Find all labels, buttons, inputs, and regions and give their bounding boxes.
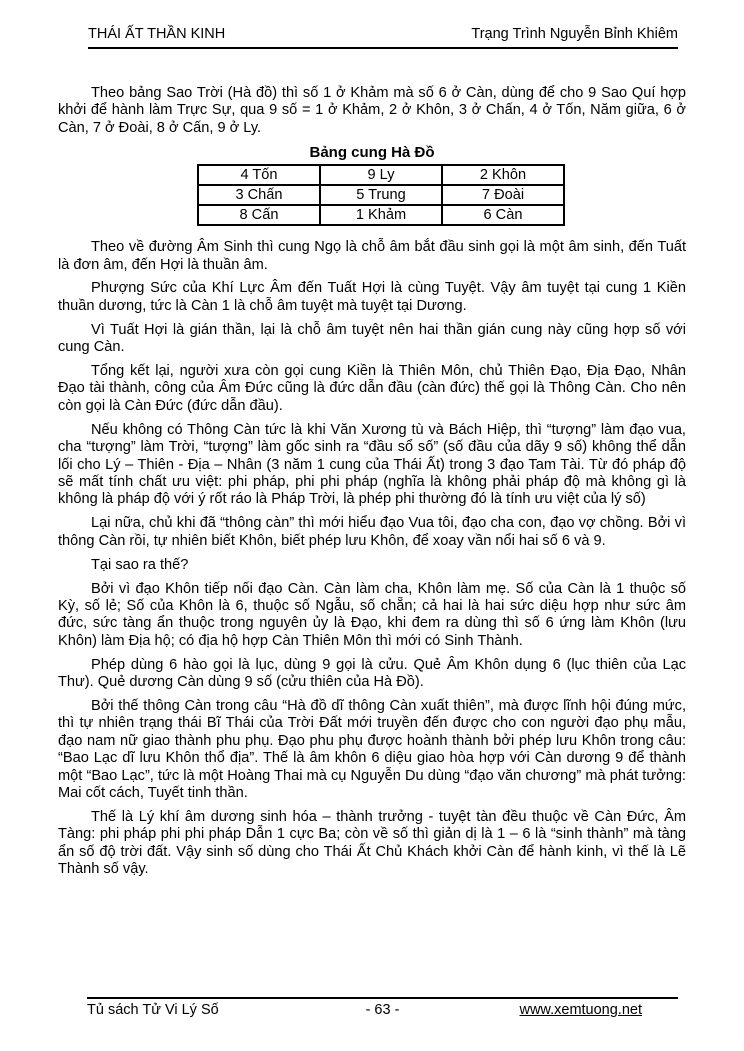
table-cell: 6 Càn — [442, 205, 564, 225]
body-paragraph: Bởi vì đạo Khôn tiếp nối đạo Càn. Càn làm cha, Khôn làm mẹ. Số của Càn là 1 thuộc số Kỳ, số lẻ; Số của Khôn là 6, thuộc số Ngẫu, số chẵn; cả hai là hai sức diệu hợp như sức âm đức, sức tàng ẩn thuộc trong nguyên ủy là Đạo, khi đem ra dùng thì số 6 ứng làm Khôn (lưu Khôn) làm Địa hộ; có địa hộ hợp Càn Thiên Môn thì mới có Sinh Thành. — [58, 580, 686, 649]
page-body — [58, 85, 686, 885]
table-title: Bảng cung Hà Đồ — [309, 143, 435, 161]
table-cell: 7 Đoài — [442, 185, 564, 205]
body-paragraph: Theo bảng Sao Trời (Hà đồ) thì số 1 ở Khảm mà số 6 ở Càn, dùng để cho 9 Sao Quí hợp khởi để hành làm Trực Sự, qua 9 số = 1 ở Khảm, 2 ở Khôn, 3 ở Chấn, 4 ở Tốn, Năm giữa, 6 ở Càn, 7 ở Đoài, 8 ở Cấn, 9 ở Ly. — [58, 85, 686, 136]
table-row — [198, 165, 564, 185]
body-paragraph: Phượng Sức của Khí Lực Âm đến Tuất Hợi là cùng Tuyệt. Vậy âm tuyệt tại cung 1 Kiền thuần dương, tức là Càn 1 là chỗ âm tuyệt mà tuyệt tại Dương. — [58, 280, 686, 314]
body-paragraph: Nếu không có Thông Càn tức là khi Văn Xương tù và Bách Hiệp, thì “tượng” làm đạo vua, cha “tượng” làm Trời, “tượng” làm gốc sinh ra “đầu sổ số” (số đầu của dãy 9 số) không thể dẫn lối cho Lý – Thiên - Địa – Nhân (3 năm 1 cung của Thái Ất) trong 3 đạo Tam Tài. Từ đó pháp độ sẽ mất tính chất ưu việt: phi pháp, phi phi pháp (nghĩa là không phải pháp độ mà không gì là không là pháp độ với ý rốt ráo là Pháp Trời, là phép phi thường đó là tính ưu việt của lý số) — [58, 421, 686, 508]
body-paragraph: Theo về đường Âm Sinh thì cung Ngọ là chỗ âm bắt đầu sinh gọi là một âm sinh, đến Tuất là đơn âm, đến Hợi là thuần âm. — [58, 239, 686, 273]
body-paragraph: Thế là Lý khí âm dương sinh hóa – thành trưởng - tuyệt tàn đều thuộc về Càn Đức, Âm Tàng: phi pháp phi phi pháp Dẫn 1 cực Ba; còn về số thì giản dị là 1 – 6 là “sinh thành” mà tàng ẩn số độ trời đất. Vậy sinh số dùng cho Thái Ất Chủ Khách khởi Càn để hành kinh, vì thế là Lẽ Thành số vậy. — [58, 808, 686, 878]
body-paragraph: Bởi thế thông Càn trong câu “Hà đồ dĩ thông Càn xuất thiên”, mà được lĩnh hội đúng mức, thì tự nhiên trạng thái Bĩ Thái của Trời Đất mới truyền đến được cho con người đạo phụ mẫu, đạo nam nữ giao thành phu phụ. Đạo phu phụ được hoành thành bởi phép lưu Khôn trong câu: “Bao Lạc dĩ lưu Khôn thổ địa”. Thế là âm khôn 6 diệu giao hòa hợp với Càn dương 9 để thành một “Bao Lạc”, tức là một Hoàng Thai mà cụ Nguyễn Du dùng “đạo văn chương” mà phát tưởng: Mai cốt cách, Tuyết tinh thần. — [58, 697, 686, 801]
table-cell: 2 Khôn — [442, 165, 564, 185]
table-cell: 4 Tốn — [198, 165, 320, 185]
table-cell: 5 Trung — [320, 185, 442, 205]
page-header — [88, 26, 678, 49]
table-row — [198, 205, 564, 225]
header-author: Trạng Trình Nguyễn Bỉnh Khiêm — [471, 26, 678, 42]
header-book-title: THÁI ẤT THẦN KINH — [88, 26, 226, 42]
body-paragraph: Tại sao ra thế? — [91, 556, 189, 573]
body-paragraph: Phép dùng 6 hào gọi là lục, dùng 9 gọi là cửu. Quẻ Âm Khôn dụng 6 (lục thiên của Lạc Thư). Quẻ dương Càn dùng 9 số (cửu thiên của Hà Đồ). — [58, 656, 686, 691]
table-cell: 9 Ly — [320, 165, 442, 185]
table-cell: 1 Khảm — [320, 205, 442, 225]
table-cell: 3 Chấn — [198, 185, 320, 205]
body-paragraph: Tổng kết lại, người xưa còn gọi cung Kiền là Thiên Môn, chủ Thiên Đạo, Địa Đạo, Nhân Đạo tài thành, công của Âm Đức cũng là đức dẫn đầu (càn đức) thế gọi là Thông Càn. Cho nên còn gọi là Càn Đức (đức dẫn đầu). — [58, 363, 686, 414]
footer-series-title: Tủ sách Tử Vi Lý Số — [87, 1002, 219, 1018]
page-number: - 63 - — [365, 1002, 400, 1018]
body-paragraph: Vì Tuất Hợi là gián thần, lại là chỗ âm tuyệt nên hai thần gián cung này cũng hợp số với cung Càn. — [58, 321, 686, 356]
body-paragraph: Lại nữa, chủ khi đã “thông càn” thì mới hiểu đạo Vua tôi, đạo cha con, đạo vợ chồng. Bởi vì thông Càn rồi, tự nhiên biết Khôn, biết phép lưu Khôn, để xoay vần nổi hai số 6 và 9. — [58, 515, 686, 549]
page-footer — [87, 997, 678, 1019]
table-cell: 8 Cấn — [198, 205, 320, 225]
website-link[interactable]: www.xemtuong.net — [519, 1002, 642, 1018]
ha-do-cung-table — [197, 164, 565, 226]
table-row — [198, 185, 564, 205]
